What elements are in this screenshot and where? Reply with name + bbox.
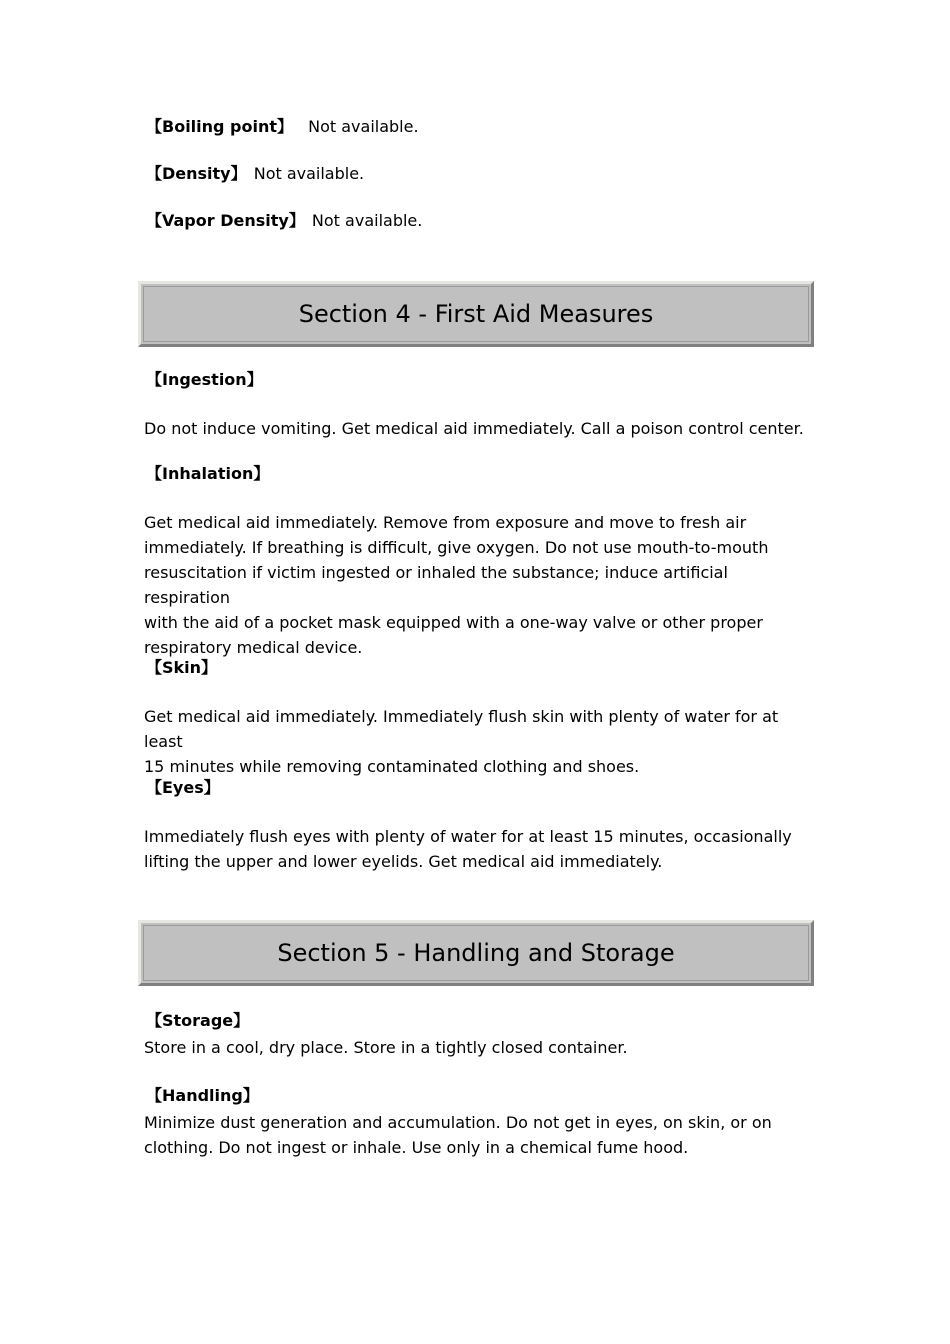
property-value: Not available. [253,164,365,183]
storage-heading: 【Storage】 [146,1011,250,1030]
property-value: Not available. [311,211,423,230]
inhalation-text [144,510,812,660]
property-label: 【Density】 [146,164,247,183]
inhalation-heading: 【Inhalation】 [146,464,270,483]
text-line: with the aid of a pocket mask equipped with a one-way valve or other proper [144,613,763,632]
handling-text [144,1110,812,1160]
eyes-text [144,824,812,874]
handling-heading: 【Handling】 [146,1086,259,1105]
section-5-title: Section 5 - Handling and Storage [143,925,809,981]
section-4-header [138,281,814,347]
ingestion-text: Do not induce vomiting. Get medical aid immediately. Call a poison control center. [144,419,804,438]
text-line: resuscitation if victim ingested or inhaled the substance; induce artificial respiration [144,563,728,607]
skin-heading: 【Skin】 [146,658,218,677]
text-line: 15 minutes while removing contaminated clothing and shoes. [144,757,640,776]
property-density [146,164,364,184]
section-5-header [138,920,814,986]
text-line: Minimize dust generation and accumulation. Do not get in eyes, on skin, or on [144,1113,772,1132]
text-line: Get medical aid immediately. Remove from exposure and move to fresh air [144,513,747,532]
property-boiling-point [146,117,419,137]
text-line: clothing. Do not ingest or inhale. Use only in a chemical fume hood. [144,1138,689,1157]
property-vapor-density [146,211,422,231]
property-label: 【Vapor Density】 [146,211,305,230]
text-line: respiratory medical device. [144,638,363,657]
text-line: lifting the upper and lower eyelids. Get medical aid immediately. [144,852,663,871]
text-line: Get medical aid immediately. Immediately flush skin with plenty of water for at least [144,707,779,751]
property-label: 【Boiling point】 [146,117,294,136]
property-value: Not available. [308,117,419,136]
storage-text: Store in a cool, dry place. Store in a tightly closed container. [144,1038,628,1057]
section-4-title: Section 4 - First Aid Measures [143,286,809,342]
text-line: Immediately flush eyes with plenty of water for at least 15 minutes, occasionally [144,827,792,846]
skin-text [144,704,812,779]
ingestion-heading: 【Ingestion】 [146,370,263,389]
eyes-heading: 【Eyes】 [146,778,220,797]
text-line: immediately. If breathing is difficult, give oxygen. Do not use mouth-to-mouth [144,538,769,557]
